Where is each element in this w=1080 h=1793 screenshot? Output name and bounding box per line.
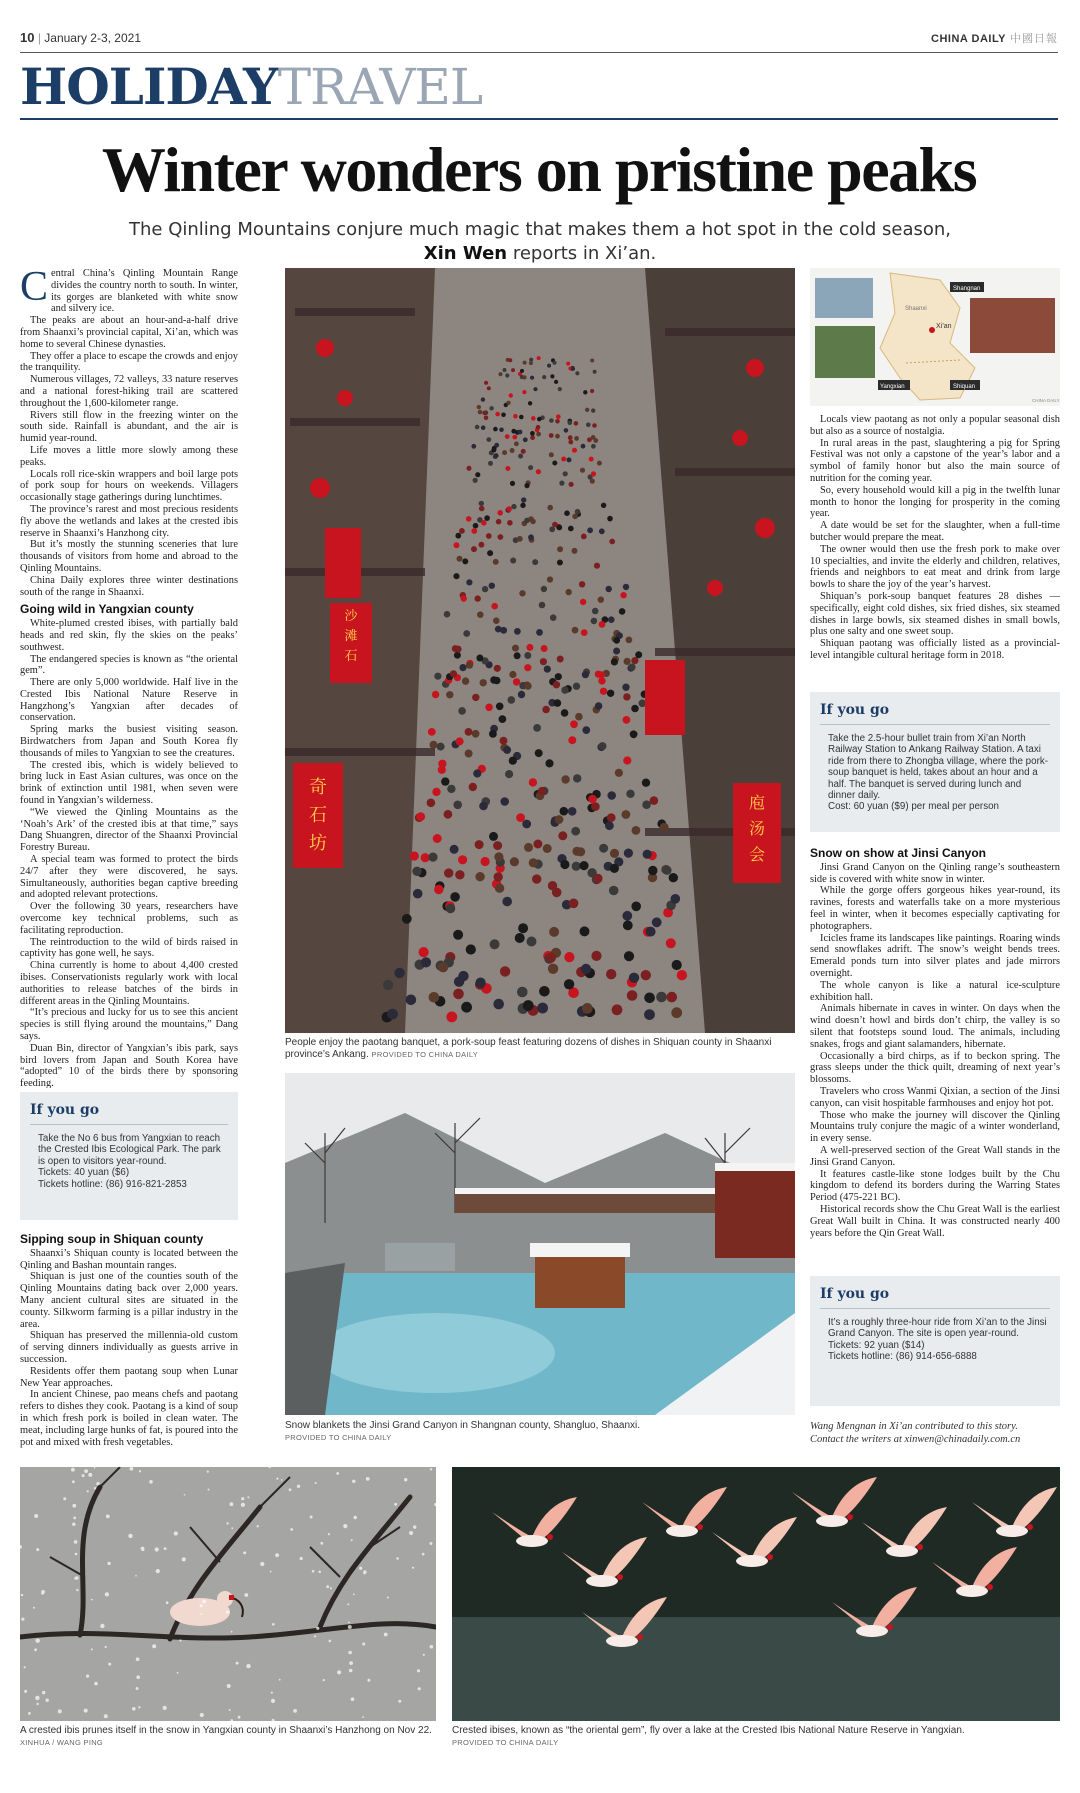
paragraph: Locals view paotang as not only a popular seasonal dish but also as a source of nostalgia. — [810, 414, 1060, 437]
if-you-go-title: If you go — [820, 702, 890, 718]
paragraph: Duan Bin, director of Yangxian’s ibis park, says bird lovers from Japan and South Korea have “adopted” 10 of the birds there by sponsoring feeding. — [20, 1042, 238, 1088]
map-label-shaanxi: Shaanxi — [905, 306, 927, 312]
paragraph: A date would be set for the slaughter, when a full-time butcher would prepare the meat. — [810, 520, 1060, 543]
ibis-snow-caption-text: A crested ibis prunes itself in the snow in Yangxian county in Shaanxi’s Hanzhong on Nov 22. — [20, 1725, 432, 1736]
subhead-jinsi: Snow on show at Jinsi Canyon — [810, 846, 987, 860]
section-title-travel: TRAVEL — [277, 58, 483, 116]
ibis-in-snow-illustration — [20, 1467, 436, 1721]
issue-date: January 2-3, 2021 — [44, 31, 141, 45]
banquet-caption-text: People enjoy the paotang banquet, a pork-soup feast featuring dozens of dishes in Shiquan county in Shaanxi province’s Ankang. — [285, 1037, 772, 1060]
locator-map — [810, 268, 1060, 406]
ibis-snow-photo — [20, 1467, 436, 1721]
shiquan-text — [20, 1248, 238, 1449]
paragraph: A special team was formed to protect the birds 24/7 after they were discovered, he says. Simultaneously, authorities began captive breeding and adopted relevant protections. — [20, 854, 238, 901]
deck — [100, 218, 980, 266]
paragraph: Numerous villages, 72 valleys, 33 nature reserves and a national forest-hiking trail are scattered throughout the 1,600-kilometer range. — [20, 374, 238, 409]
box-line: Tickets hotline: (86) 916-821-2853 — [38, 1178, 187, 1190]
paragraph: Shiquan has preserved the millennia-old custom of serving dinners individually as guests arrive in succession. — [20, 1330, 238, 1365]
paragraph: Locals roll rice-skin wrappers and boil large pots of pork soup for hours on weekends. Villagers occasionally stage gatherings during lunchtimes. — [20, 468, 238, 504]
section-title — [20, 57, 483, 116]
section-rule — [20, 118, 1058, 120]
paragraph: Travelers who cross Wanmi Qixian, a section of the Jinsi canyon, can visit hospitable farmhouses and enjoy hot pot. — [810, 1085, 1060, 1109]
snowy-canyon-illustration — [285, 1073, 795, 1415]
box-rule — [820, 1308, 1050, 1309]
paragraph: Rivers still flow in the freezing winter on the south side. Rainfall is abundant, and the air is humid year-round. — [20, 409, 238, 445]
drop-cap: C — [20, 268, 49, 310]
paragraph: The crested ibis, which is widely believed to bring luck in East Asian cultures, was once on the brink of extinction until 1981, when seven were found in Yangxian’s wilderness. — [20, 759, 238, 807]
deck-line-2: reports in Xi’an. — [507, 243, 657, 264]
headline: Winter wonders on pristine peaks — [101, 134, 977, 205]
map-label-shiquan: Shiquan — [953, 384, 976, 390]
banquet-credit: PROVIDED TO CHINA DAILY — [371, 1050, 479, 1059]
box-line: Tickets: 40 yuan ($6) — [38, 1167, 130, 1179]
banquet-street-illustration — [285, 268, 795, 1033]
box-line: It’s a roughly three-hour ride from Xi’an to the Jinsi Grand Canyon. The site is open year-round. — [828, 1317, 1047, 1340]
paragraph: Residents offer them paotang soup when Lunar New Year approaches. — [20, 1365, 238, 1389]
paragraph: Shaanxi’s Shiquan county is located between the Qinling and Bashan mountain ranges. — [20, 1247, 238, 1271]
canyon-credit: PROVIDED TO CHINA DAILY — [285, 1433, 392, 1442]
if-you-go-title: If you go — [30, 1102, 100, 1118]
paragraph: The whole canyon is like a natural ice-sculpture exhibition hall. — [810, 979, 1060, 1003]
page-number: 10 — [20, 30, 35, 45]
ibis-lake-photo — [452, 1467, 1060, 1721]
ibis-snow-credit: XINHUA / WANG PING — [20, 1738, 104, 1747]
paragraph: In rural areas in the past, slaughtering a pig for Spring Festival was not only a capstone of the year’s labor and a symbol of family honor but also the main source of nutrition for the coming year. — [810, 437, 1060, 484]
deck-line-1: The Qinling Mountains conjure much magic that makes them a hot spot in the cold season, — [129, 219, 951, 240]
column-3 — [810, 414, 1060, 684]
if-you-go-box-yangxian — [20, 1092, 238, 1220]
box-text — [820, 1317, 1050, 1363]
column-1-lower — [20, 1228, 238, 1460]
paragraph: They offer a place to escape the crowds and enjoy the tranquility. — [20, 350, 238, 374]
box-rule — [30, 1124, 228, 1125]
if-you-go-title: If you go — [820, 1286, 890, 1302]
canyon-photo — [285, 1073, 795, 1415]
box-line: Cost: 60 yuan ($9) per meal per person — [828, 801, 999, 813]
paragraph: Occasionally a bird chirps, as if to beckon spring. The grass sleeps under the thick quilt, dreaming of next year’s blossoms. — [810, 1050, 1060, 1086]
paragraph: So, every household would kill a pig in the twelfth lunar month to honor the longing for prosperity in the coming year. — [810, 484, 1060, 520]
masthead — [931, 30, 1058, 46]
jinsi-text — [810, 862, 1060, 1240]
paragraph: entral China’s Qinling Mountain Range divides the country north to south. In winter, its gorges are blanketed with white snow and silvery ice. — [51, 268, 238, 315]
paragraph: The province’s rarest and most precious residents fly above the wetlands and lakes at the crested ibis reserve in Shaanxi’s Hanzhong city. — [20, 503, 238, 539]
paragraph: Shiquan paotang was officially listed as a provincial-level intangible cultural heritage form in 2018. — [810, 638, 1060, 661]
paragraph: Animals hibernate in caves in winter. On days when the wind doesn’t howl and birds don’t chirp, the valley is so silent that footsteps sound loud. The animals, including snakes, frogs and giant salamanders, hibernate. — [810, 1003, 1060, 1050]
box-line: Take the No 6 bus from Yangxian to reach the Crested Ibis Ecological Park. The park is open to visitors year-round. — [38, 1133, 221, 1167]
banquet-caption — [285, 1037, 795, 1061]
paragraph: China currently is home to about 4,400 crested ibises. Conservationists regularly work with local authorities to release batches of the birds in different areas in the Qinling Mountains. — [20, 960, 238, 1007]
paragraph: But it’s mostly the stunning sceneries that lure thousands of visitors from home and abroad to the Qinling Mountains. — [20, 539, 238, 574]
map-label-shangnan: Shangnan — [953, 286, 981, 292]
box-line: Take the 2.5-hour bullet train from Xi’an North Railway Station to Ankang Railway Station. A taxi ride from there to Zhongba village, where the pork-soup banquet is held, takes about an hour and a half. The banquet is served during lunch and dinner daily. — [828, 733, 1048, 802]
paragraph: The reintroduction to the wild of birds raised in captivity has gone well, he says. — [20, 936, 238, 960]
subhead-yangxian: Going wild in Yangxian county — [20, 602, 194, 617]
paragraph: In ancient Chinese, pao means chefs and paotang refers to dishes they cook. Paotang is a kind of soup in which fresh pork is boiled in clean water. The meat, including large hunks of fat, is poured into the pot and mixed with fresh vegetables. — [20, 1389, 238, 1448]
paragraph: “We viewed the Qinling Mountains as the ‘Noah’s Ark’ of the crested ibis at that time,” says Dang Shuangren, director of the Shaanxi Provincial Forestry Bureau. — [20, 806, 238, 854]
banquet-photo — [285, 268, 795, 1033]
paragraph: There are only 5,000 worldwide. Half live in the Crested Ibis National Nature Reserve in Hangzhong’s Yangxian after decades of conservation. — [20, 677, 238, 724]
banner-sign-3: 沙滩石 — [344, 609, 358, 664]
yangxian-text — [20, 618, 238, 1088]
paragraph: Over the following 30 years, researchers have overcome key technical problems, such as facilitating reproduction. — [20, 901, 238, 936]
paotang-text — [810, 414, 1060, 662]
column-1 — [20, 268, 238, 1088]
ibis-snow-caption — [20, 1725, 436, 1749]
red-banner-right — [733, 783, 781, 883]
paragraph: China Daily explores three winter destinations south of the range in Shaanxi. — [20, 574, 238, 598]
contributor-line: Wang Mengnan in Xi’an contributed to this story. — [810, 1421, 1018, 1432]
paper-name-cjk: 中國日報 — [1010, 33, 1058, 45]
banner-sign-1: 奇石坊 — [309, 777, 327, 854]
paragraph: Jinsi Grand Canyon on the Qinling range’s southeastern side is covered with white snow in winter. — [810, 861, 1060, 885]
box-rule — [820, 724, 1050, 725]
map-credit: CHINA DAILY — [1032, 398, 1060, 403]
column-3-lower — [810, 842, 1060, 1267]
ibises-over-lake-illustration — [452, 1467, 1060, 1721]
box-line: Tickets hotline: (86) 914-656-6888 — [828, 1351, 977, 1363]
paragraph: Life moves a little more slowly among these peaks. — [20, 444, 238, 468]
map-illustration — [810, 268, 1060, 406]
paragraph: While the gorge offers gorgeous hikes year-round, its ravines, forests and waterfalls take on a more mysterious feel in winter, when it becomes especially captivating for photographers. — [810, 885, 1060, 932]
intro-text — [20, 268, 238, 598]
if-you-go-box-jinsi — [810, 1276, 1060, 1406]
subhead-shiquan: Sipping soup in Shiquan county — [20, 1232, 204, 1246]
paragraph: Icicles frame its landscapes like paintings. Roaring winds send snowflakes adrift. The snow’s weight bends trees. Emerald ponds turn into silver plates and jade mirrors overnight. — [810, 932, 1060, 979]
canyon-caption — [285, 1420, 795, 1444]
map-label-xian: Xi’an — [936, 323, 952, 330]
ibis-lake-caption-text: Crested ibises, known as “the oriental gem”, fly over a lake at the Crested Ibis National Nature Reserve in Yangxian. — [452, 1725, 965, 1736]
paragraph: The endangered species is known as “the oriental gem”. — [20, 653, 238, 677]
paragraph: “It’s precious and lucky for us to see this ancient species is still flying around the mountains,” Dang says. — [20, 1007, 238, 1042]
section-title-holiday: HOLIDAY — [20, 57, 278, 116]
red-banner-left — [293, 763, 343, 868]
red-banner-left-2 — [330, 603, 372, 683]
ibis-lake-caption — [452, 1725, 1060, 1749]
box-text — [30, 1133, 228, 1190]
paper-name: CHINA DAILY — [931, 33, 1006, 45]
paragraph: Spring marks the busiest visiting season. Birdwatchers from Japan and South Korea fly thousands of miles to Yangxian to see the creatures. — [20, 724, 238, 759]
paragraph: Historical records show the Chu Great Wall is the earliest Great Wall built in China. It was constructed nearly 400 years before the Qin Great Wall. — [810, 1203, 1060, 1239]
box-line: Tickets: 92 yuan ($14) — [828, 1339, 925, 1351]
paragraph: Shiquan is just one of the counties south of the Qinling Mountains dating back over 2,000 years. Many ancient cultural sites are situated in the county. Silkworm farming is a pillar industry in the area. — [20, 1271, 238, 1330]
if-you-go-box-shiquan — [810, 692, 1060, 832]
paragraph: It features castle-like stone lodges built by the Chu kingdom to defend its borders during the Warring States Period (475-221 BC). — [810, 1168, 1060, 1204]
contact-line: Contact the writers at xinwen@chinadaily.com.cn — [810, 1434, 1021, 1445]
canyon-caption-text: Snow blankets the Jinsi Grand Canyon in Shangnan county, Shangluo, Shaanxi. — [285, 1420, 641, 1431]
folio: 10 | January 2-3, 2021 — [20, 30, 141, 45]
paragraph: Those who make the journey will discover the Qinling Mountains truly conjure the magic of a winter wonderland, in every sense. — [810, 1109, 1060, 1145]
contributor-note — [810, 1420, 1060, 1446]
map-label-yangxian: Yangxian — [880, 384, 905, 390]
paragraph: A well-preserved section of the Great Wall stands in the Jinsi Grand Canyon. — [810, 1144, 1060, 1168]
paragraph: White-plumed crested ibises, with partially bald heads and red skin, fly the skies on the peaks’ southwest. — [20, 618, 238, 653]
paragraph: The owner would then use the fresh pork to make over 10 specialties, and invite the elderly and children, relatives, friends and neighbors to eat meat and drink from large bowls to share the joy of the year’s harvest. — [810, 543, 1060, 591]
paragraph: The peaks are about an hour-and-a-half drive from Shaanxi’s provincial capital, Xi’an, which was home to several Chinese dynasties. — [20, 315, 238, 350]
top-rule — [20, 52, 1058, 53]
banner-sign-2: 庖汤会 — [748, 793, 766, 864]
box-text — [820, 733, 1050, 813]
ibis-lake-credit: PROVIDED TO CHINA DAILY — [452, 1738, 559, 1747]
paragraph: Shiquan’s pork-soup banquet features 28 dishes — specifically, eight cold dishes, six fried dishes, six steamed dishes in large bowls, six steamed dishes in small bowls, plus one salty and one sweet soup. — [810, 590, 1060, 638]
deck-author: Xin Wen — [423, 243, 508, 264]
